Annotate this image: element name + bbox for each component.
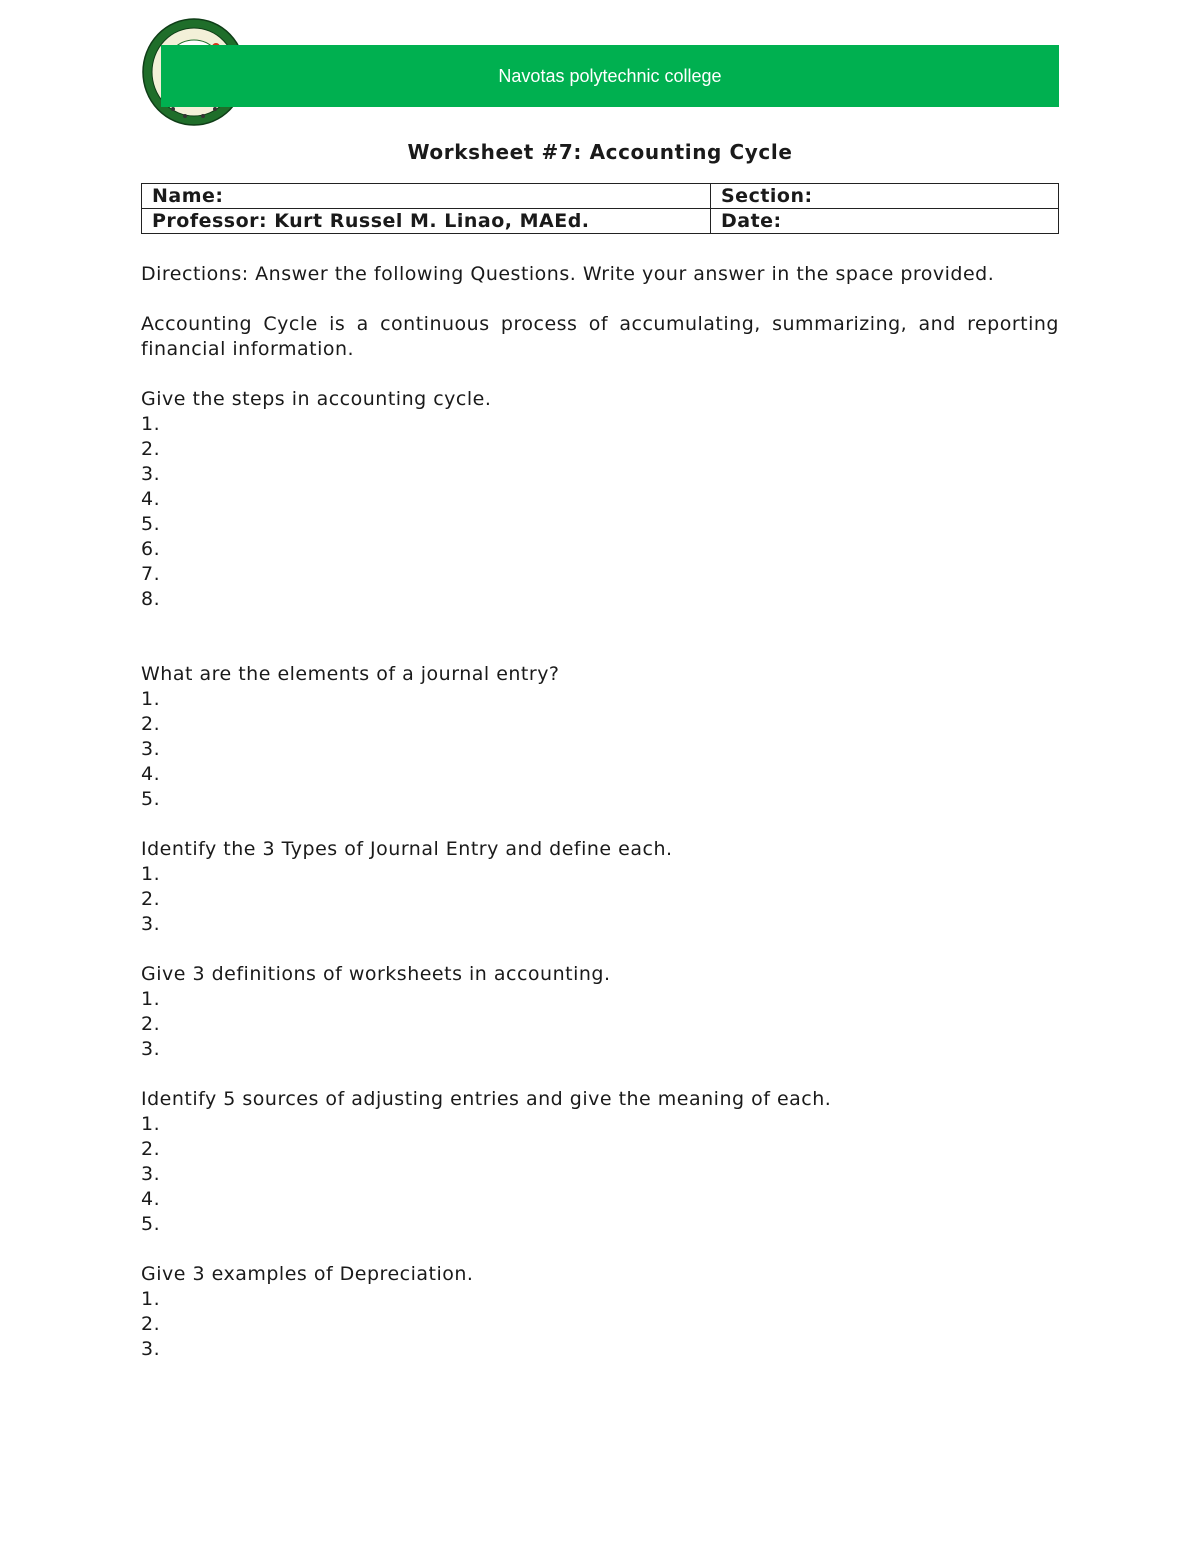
answer-line[interactable]: 4. [141, 1188, 161, 1210]
answer-line[interactable]: 2. [141, 713, 161, 735]
answer-line[interactable]: 7. [141, 563, 161, 585]
definition-text: Accounting Cycle is a continuous process of accumulating, summarizing, and reporting financial information. [141, 313, 1059, 360]
answer-line[interactable]: 1. [141, 688, 161, 710]
answer-line[interactable]: 3. [141, 463, 161, 485]
answer-line[interactable]: 1. [141, 863, 161, 885]
professor-field: Professor: Kurt Russel M. Linao, MAEd. [142, 209, 711, 234]
answer-line[interactable]: 1. [141, 413, 161, 435]
answer-line[interactable]: 2. [141, 1013, 161, 1035]
info-row [142, 209, 1059, 234]
answer-line[interactable]: 5. [141, 788, 161, 810]
answer-line[interactable]: 3. [141, 1163, 161, 1185]
answer-line[interactable]: 2. [141, 888, 161, 910]
directions-text: Directions: Answer the following Questions. Write your answer in the space provided. [141, 263, 995, 285]
answer-line[interactable]: 2. [141, 1138, 161, 1160]
question-block [141, 1262, 1059, 1362]
answer-line[interactable]: 3. [141, 1338, 161, 1360]
answer-line[interactable]: 3. [141, 913, 161, 935]
section-field[interactable]: Section: [711, 184, 1059, 209]
question-block [141, 837, 1059, 937]
worksheet-title: Worksheet #7: Accounting Cycle [407, 140, 793, 164]
question-prompt: Identify the 3 Types of Journal Entry and define each. [141, 838, 673, 860]
date-field[interactable]: Date: [711, 209, 1059, 234]
answer-line[interactable]: 1. [141, 1113, 161, 1135]
answer-line[interactable]: 3. [141, 1038, 161, 1060]
college-banner [161, 45, 1059, 107]
college-name: Navotas polytechnic college [498, 65, 722, 86]
info-row [142, 184, 1059, 209]
answer-line[interactable]: 4. [141, 488, 161, 510]
question-block [141, 662, 1059, 812]
answer-line[interactable]: 2. [141, 438, 161, 460]
question-prompt: Give 3 definitions of worksheets in accounting. [141, 963, 611, 985]
answer-line[interactable]: 5. [141, 513, 161, 535]
answer-line[interactable]: 6. [141, 538, 161, 560]
answer-line[interactable]: 2. [141, 1313, 161, 1335]
question-prompt: Give 3 examples of Depreciation. [141, 1263, 474, 1285]
student-info-table [141, 183, 1059, 234]
question-block [141, 1087, 1059, 1237]
answer-line[interactable]: 8. [141, 588, 161, 610]
answer-line[interactable]: 1. [141, 988, 161, 1010]
question-prompt: Give the steps in accounting cycle. [141, 388, 492, 410]
answer-line[interactable]: 4. [141, 763, 161, 785]
answer-line[interactable]: 5. [141, 1213, 161, 1235]
answer-line[interactable]: 3. [141, 738, 161, 760]
question-block [141, 962, 1059, 1062]
question-prompt: What are the elements of a journal entry? [141, 663, 560, 685]
question-block [141, 387, 1059, 612]
answer-line[interactable]: 1. [141, 1288, 161, 1310]
worksheet-body [141, 262, 1059, 1387]
name-field[interactable]: Name: [142, 184, 711, 209]
question-prompt: Identify 5 sources of adjusting entries and give the meaning of each. [141, 1088, 832, 1110]
